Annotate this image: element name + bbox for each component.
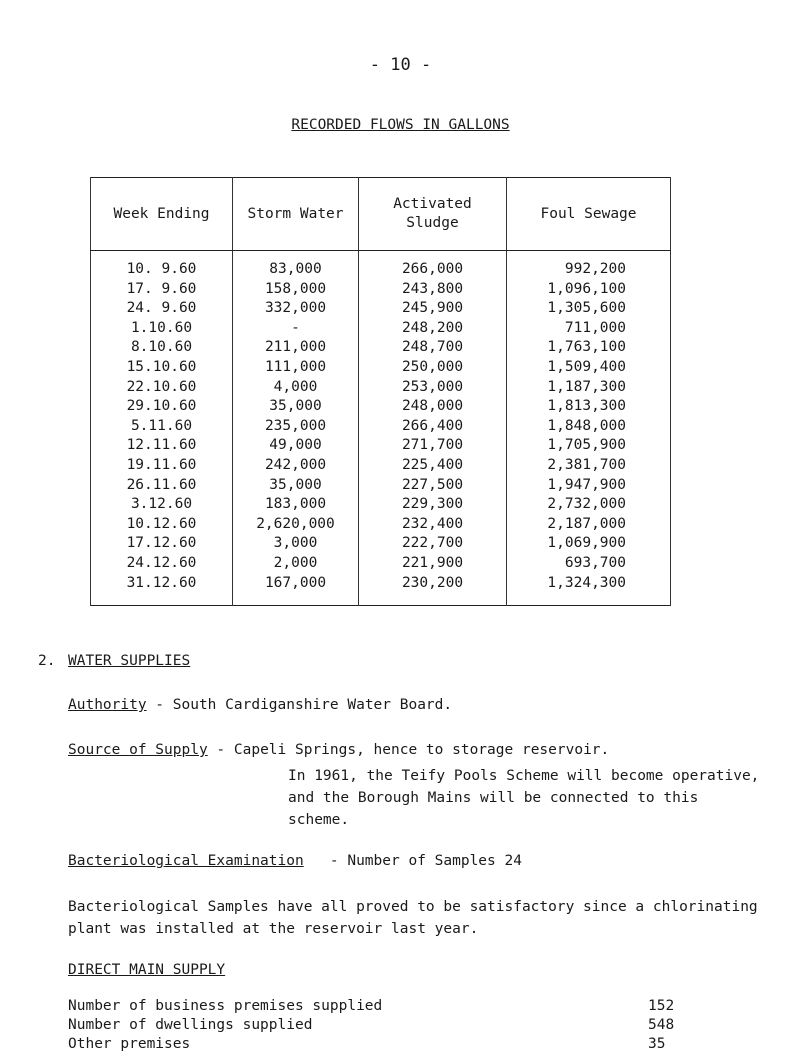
foul-sewage-cell: 693,700 <box>507 554 671 574</box>
week-ending-cell: 3.12.60 <box>91 495 233 515</box>
week-ending-cell: 10. 9.60 <box>91 251 233 280</box>
storm-water-cell: 4,000 <box>233 378 359 398</box>
activated-sludge-cell: 227,500 <box>359 476 507 496</box>
table-row <box>91 574 671 606</box>
direct-item-label: Number of business premises supplied <box>68 998 383 1014</box>
week-ending-cell: 29.10.60 <box>91 397 233 417</box>
activated-sludge-cell: 271,700 <box>359 436 507 456</box>
foul-sewage-cell: 711,000 <box>507 319 671 339</box>
activated-sludge-cell: 253,000 <box>359 378 507 398</box>
storm-water-cell: 111,000 <box>233 358 359 378</box>
storm-water-cell: 35,000 <box>233 397 359 417</box>
foul-sewage-cell: 1,069,900 <box>507 534 671 554</box>
table-body <box>91 251 671 606</box>
week-ending-cell: 5.11.60 <box>91 417 233 437</box>
foul-sewage-cell: 1,305,600 <box>507 299 671 319</box>
foul-sewage-cell: 2,381,700 <box>507 456 671 476</box>
page-number: - 10 - <box>369 55 432 75</box>
table-row <box>91 358 671 378</box>
source-value: - Capeli Springs, hence to storage reservoir. <box>207 742 610 758</box>
section-number: 2. <box>38 653 56 669</box>
direct-item-business <box>68 998 688 1014</box>
foul-sewage-cell: 1,509,400 <box>507 358 671 378</box>
activated-sludge-cell: 248,700 <box>359 338 507 358</box>
foul-sewage-cell: 1,813,300 <box>507 397 671 417</box>
header-foul-sewage: Foul Sewage <box>507 178 671 251</box>
table-row <box>91 417 671 437</box>
storm-water-cell: 332,000 <box>233 299 359 319</box>
activated-sludge-cell: 266,400 <box>359 417 507 437</box>
activated-sludge-cell: 243,800 <box>359 280 507 300</box>
table-row <box>91 338 671 358</box>
authority-label: Authority <box>68 697 147 713</box>
direct-item-value: 152 <box>648 998 675 1014</box>
table-row <box>91 495 671 515</box>
table-row <box>91 378 671 398</box>
activated-sludge-cell: 221,900 <box>359 554 507 574</box>
foul-sewage-cell: 1,187,300 <box>507 378 671 398</box>
week-ending-cell: 31.12.60 <box>91 574 233 606</box>
activated-sludge-cell: 250,000 <box>359 358 507 378</box>
table-header-row <box>91 178 671 251</box>
direct-item-value: 35 <box>648 1036 666 1052</box>
authority-line <box>68 697 452 713</box>
activated-sludge-cell: 232,400 <box>359 515 507 535</box>
bacteriological-paragraph: Bacteriological Samples have all proved to be satisfactory since a chlorinating plant was installed at the reservoir last year. <box>68 899 758 937</box>
foul-sewage-cell: 2,187,000 <box>507 515 671 535</box>
header-week-ending: Week Ending <box>91 178 233 251</box>
direct-item-value: 548 <box>648 1017 675 1033</box>
week-ending-cell: 22.10.60 <box>91 378 233 398</box>
foul-sewage-cell: 1,848,000 <box>507 417 671 437</box>
storm-water-cell: 83,000 <box>233 251 359 280</box>
storm-water-cell: 167,000 <box>233 574 359 606</box>
week-ending-cell: 26.11.60 <box>91 476 233 496</box>
week-ending-cell: 17.12.60 <box>91 534 233 554</box>
week-ending-cell: 12.11.60 <box>91 436 233 456</box>
week-ending-cell: 8.10.60 <box>91 338 233 358</box>
activated-sludge-cell: 248,200 <box>359 319 507 339</box>
foul-sewage-cell: 992,200 <box>507 251 671 280</box>
recorded-flows-table <box>90 177 671 606</box>
table-row <box>91 456 671 476</box>
table-row <box>91 436 671 456</box>
direct-item-dwellings <box>68 1017 688 1033</box>
bacteriological-label: Bacteriological Examination <box>68 853 304 869</box>
storm-water-cell: - <box>233 319 359 339</box>
section-title: WATER SUPPLIES <box>68 653 191 669</box>
activated-sludge-cell: 266,000 <box>359 251 507 280</box>
direct-item-label: Other premises <box>68 1036 191 1052</box>
header-activated-sludge: Activated Sludge <box>359 178 507 251</box>
week-ending-cell: 24.12.60 <box>91 554 233 574</box>
bacteriological-value: - Number of Samples 24 <box>303 853 522 869</box>
storm-water-cell: 2,620,000 <box>233 515 359 535</box>
source-line <box>68 742 609 758</box>
header-storm-water: Storm Water <box>233 178 359 251</box>
source-continuation: In 1961, the Teify Pools Scheme will become operative, and the Borough Mains will be connected to this scheme. <box>288 768 760 828</box>
storm-water-cell: 2,000 <box>233 554 359 574</box>
foul-sewage-cell: 1,705,900 <box>507 436 671 456</box>
week-ending-cell: 15.10.60 <box>91 358 233 378</box>
foul-sewage-cell: 1,324,300 <box>507 574 671 606</box>
activated-sludge-cell: 222,700 <box>359 534 507 554</box>
activated-sludge-cell: 245,900 <box>359 299 507 319</box>
foul-sewage-cell: 1,096,100 <box>507 280 671 300</box>
table-row <box>91 554 671 574</box>
week-ending-cell: 17. 9.60 <box>91 280 233 300</box>
storm-water-cell: 211,000 <box>233 338 359 358</box>
bacteriological-line <box>68 853 522 869</box>
table-row <box>91 534 671 554</box>
week-ending-cell: 24. 9.60 <box>91 299 233 319</box>
week-ending-cell: 10.12.60 <box>91 515 233 535</box>
foul-sewage-cell: 1,947,900 <box>507 476 671 496</box>
table-row <box>91 476 671 496</box>
storm-water-cell: 158,000 <box>233 280 359 300</box>
section-heading <box>38 653 190 669</box>
activated-sludge-cell: 248,000 <box>359 397 507 417</box>
storm-water-cell: 35,000 <box>233 476 359 496</box>
table-row <box>91 280 671 300</box>
table-row <box>91 319 671 339</box>
activated-sludge-cell: 230,200 <box>359 574 507 606</box>
table-row <box>91 299 671 319</box>
table-row <box>91 397 671 417</box>
direct-item-label: Number of dwellings supplied <box>68 1017 313 1033</box>
direct-item-other-premises <box>68 1036 688 1052</box>
direct-main-supply-heading: DIRECT MAIN SUPPLY <box>68 962 226 978</box>
activated-sludge-cell: 229,300 <box>359 495 507 515</box>
authority-value: - South Cardiganshire Water Board. <box>146 697 453 713</box>
table-title: RECORDED FLOWS IN GALLONS <box>291 117 510 133</box>
table-row <box>91 515 671 535</box>
storm-water-cell: 242,000 <box>233 456 359 476</box>
foul-sewage-cell: 1,763,100 <box>507 338 671 358</box>
storm-water-cell: 3,000 <box>233 534 359 554</box>
foul-sewage-cell: 2,732,000 <box>507 495 671 515</box>
source-label: Source of Supply <box>68 742 208 758</box>
table-row <box>91 251 671 280</box>
activated-sludge-cell: 225,400 <box>359 456 507 476</box>
week-ending-cell: 1.10.60 <box>91 319 233 339</box>
storm-water-cell: 49,000 <box>233 436 359 456</box>
week-ending-cell: 19.11.60 <box>91 456 233 476</box>
storm-water-cell: 235,000 <box>233 417 359 437</box>
storm-water-cell: 183,000 <box>233 495 359 515</box>
